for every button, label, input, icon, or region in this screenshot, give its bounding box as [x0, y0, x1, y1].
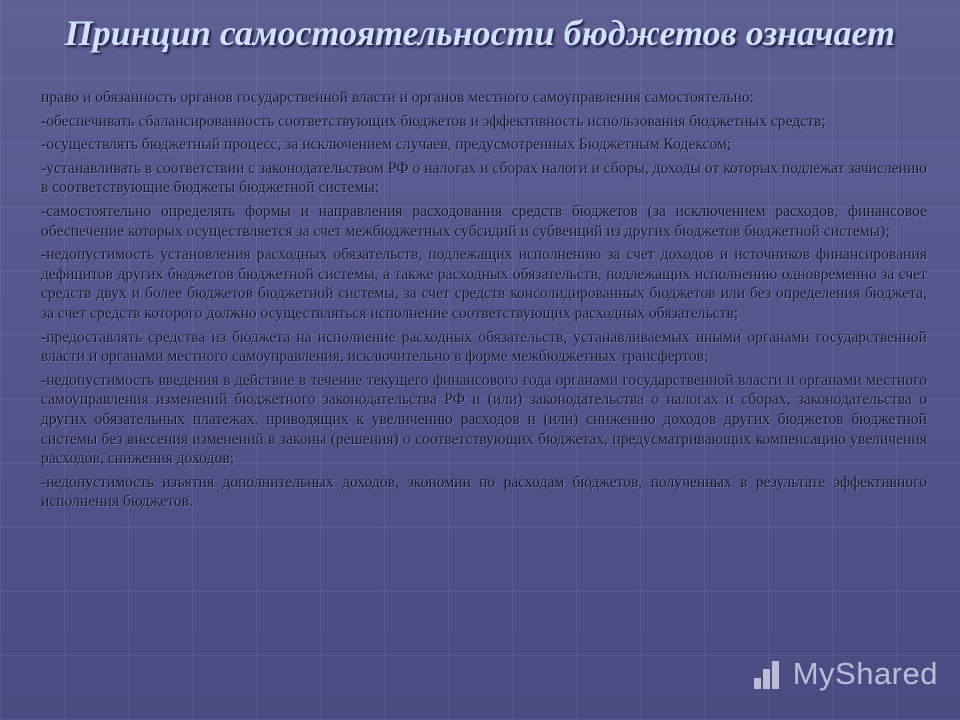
- paragraph-spending: -самостоятельно определять формы и направления расходования средств бюджетов (за исключением расходов, финансовое обеспечение которых осуществляется за счет межбюджетных субсидий и субвенций из других бюджетов бюджетной системы);: [41, 202, 927, 240]
- slide-content: [41, 88, 927, 516]
- watermark: [753, 656, 938, 692]
- paragraph-intro: право и обязанность органов государственной власти и органов местного самоуправления самостоятельно:: [41, 89, 754, 106]
- paragraph-withdrawal: -недопустимость изъятия дополнительных доходов, экономии по расходам бюджетов, полученных в результате эффективного исполнения бюджетов.: [41, 473, 927, 511]
- paragraph-taxes: -устанавливать в соответствии с законодательством РФ о налогах и сборах налоги и сборы, доходы от которых подлежат зачислению в соответствующие бюджеты бюджетной системы;: [41, 159, 927, 197]
- watermark-text: MyShared: [792, 656, 938, 691]
- paragraph-balance: -обеспечивать сбалансированность соответствующих бюджетов и эффективность использования бюджетных средств;: [41, 112, 826, 130]
- paragraph-budget-process: -осуществлять бюджетный процесс, за исключением случаев, предусмотренных Бюджетным Кодексом;: [41, 136, 732, 154]
- paragraph-legislation: -недопустимость введения в действие в течение текущего финансового года органами государственной власти и органами местного самоуправления изменений бюджетного законодательства РФ и (или) законодательства о налогах и сборах, законодательства о других обязательных платежах, приводящих к увеличению расходов и (или) снижению доходов других бюджетов бюджетной системы без внесения изменений в законы (решения) о соответствующих бюджетах, предусматривающих компенсацию увеличения расходов, снижения доходов;: [41, 371, 927, 468]
- paragraph-obligations: -недопустимость установления расходных обязательств, подлежащих исполнению за счет доходов и источников финансирования дефицитов других бюджетов бюджетной системы, а также расходных обязательств, подлежащих исполнению одновременно за счет средств двух и более бюджетов бюджетной системы, за счет средств консолидированных бюджетов или без определения бюджета, за счет средств которого должно осуществляться исполнение соответствующих расходных обязательств;: [41, 246, 927, 322]
- slide-title: Принцип самостоятельности бюджетов означает: [64, 13, 896, 53]
- chart-bars-icon: [753, 658, 787, 690]
- paragraph-transfers: -предоставлять средства из бюджета на исполнение расходных обязательств, устанавливаемых иными органами государственной власти и органами местного самоуправления, исключительно в форме межбюджетных трансфертов;: [41, 328, 927, 366]
